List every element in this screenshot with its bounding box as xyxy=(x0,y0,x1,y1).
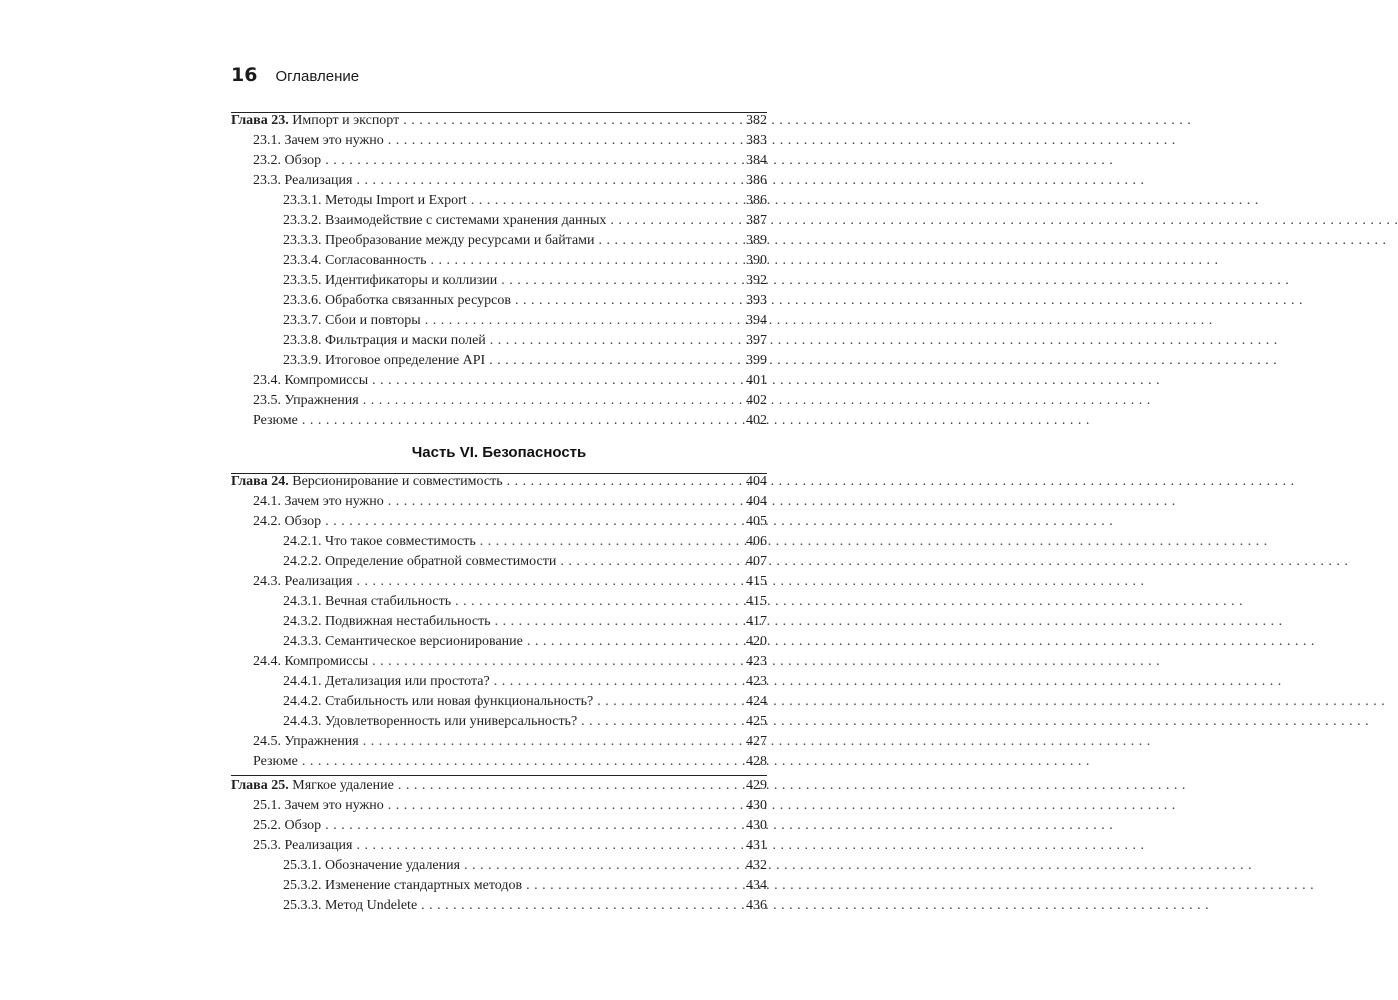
entry-title: 23.2. Обзор xyxy=(253,153,322,168)
dot-leader xyxy=(421,898,739,914)
dot-leader xyxy=(581,714,739,730)
toc-entry-subsection xyxy=(231,634,767,654)
entry-title: 23.3.8. Фильтрация и маски полей xyxy=(283,333,486,348)
entry-page: 430 xyxy=(746,798,767,813)
entry-page: 387 xyxy=(746,213,767,228)
entry-title: 25.3.2. Изменение стандартных методов xyxy=(283,878,523,893)
dot-leader xyxy=(507,474,739,490)
entry-page: 427 xyxy=(746,734,767,749)
toc-entry-section xyxy=(231,173,767,193)
toc-entry-section xyxy=(231,133,767,153)
entry-title: 24.3.2. Подвижная нестабильность xyxy=(283,614,491,629)
entry-title: 24.3.1. Вечная стабильность xyxy=(283,594,452,609)
entry-title: 24.1. Зачем это нужно xyxy=(253,494,384,509)
entry-title: 24.3. Реализация xyxy=(253,574,353,589)
dot-leader xyxy=(515,293,739,309)
dot-leader xyxy=(464,858,739,874)
dot-leader xyxy=(610,213,739,229)
toc-entry-subsection xyxy=(231,674,767,694)
dot-leader xyxy=(480,534,739,550)
dot-leader xyxy=(356,838,739,854)
dot-leader xyxy=(471,193,739,209)
toc-entry-chapter xyxy=(231,474,767,494)
dot-leader xyxy=(302,754,739,770)
toc-entry-section xyxy=(231,494,767,514)
entry-page: 406 xyxy=(746,534,767,549)
entry-page: 425 xyxy=(746,714,767,729)
toc-entry-subsection xyxy=(231,614,767,634)
dot-leader xyxy=(560,554,739,570)
entry-page: 402 xyxy=(746,393,767,408)
toc-entry-section xyxy=(231,798,767,818)
dot-leader xyxy=(302,413,739,429)
entry-page: 404 xyxy=(746,494,767,509)
toc-entry-subsection xyxy=(231,213,767,233)
entry-title: 23.1. Зачем это нужно xyxy=(253,133,384,148)
entry-title: 23.4. Компромиссы xyxy=(253,373,369,388)
toc-entry-section xyxy=(231,654,767,674)
entry-page: 401 xyxy=(746,373,767,388)
dot-leader xyxy=(356,173,739,189)
entry-page: 394 xyxy=(746,313,767,328)
toc-entry-subsection xyxy=(231,594,767,614)
entry-title: 24.4.2. Стабильность или новая функциональность? xyxy=(283,694,594,709)
entry-page: 424 xyxy=(746,694,767,709)
entry-title: 25.3.3. Метод Undelete xyxy=(283,898,418,913)
entry-title: 24.5. Упражнения xyxy=(253,734,359,749)
dot-leader xyxy=(388,798,739,814)
entry-page: 386 xyxy=(746,173,767,188)
entry-title: Мягкое удаление xyxy=(292,778,394,793)
entry-page: 423 xyxy=(746,654,767,669)
toc-entry-chapter xyxy=(231,778,767,798)
toc-entry-section xyxy=(231,754,767,774)
entry-title: Импорт и экспорт xyxy=(292,113,400,128)
entry-page: 436 xyxy=(746,898,767,913)
toc-entry-subsection xyxy=(231,714,767,734)
entry-title: Версионирование и совместимость xyxy=(292,474,503,489)
entry-title: 23.3.4. Согласованность xyxy=(283,253,427,268)
entry-page: 382 xyxy=(746,113,767,128)
entry-page: 420 xyxy=(746,634,767,649)
entry-title: 23.3.6. Обработка связанных ресурсов xyxy=(283,293,511,308)
page-header xyxy=(231,64,359,88)
entry-title: 24.2. Обзор xyxy=(253,514,322,529)
toc-entry-section xyxy=(231,373,767,393)
toc-entry-section xyxy=(231,818,767,838)
chapter-label: Глава 24. xyxy=(231,474,289,489)
toc-entry-subsection xyxy=(231,293,767,313)
dot-leader xyxy=(597,694,739,710)
entry-title: 24.4.3. Удовлетворенность или универсальность? xyxy=(283,714,578,729)
entry-page: 389 xyxy=(746,233,767,248)
entry-page: 405 xyxy=(746,514,767,529)
dot-leader xyxy=(599,233,739,249)
entry-title: 24.4.1. Детализация или простота? xyxy=(283,674,490,689)
chapter-label: Глава 23. xyxy=(231,113,289,128)
entry-title: 25.3.1. Обозначение удаления xyxy=(283,858,461,873)
dot-leader xyxy=(372,373,739,389)
dot-leader xyxy=(425,313,739,329)
dot-leader xyxy=(356,574,739,590)
entry-title: 23.3.9. Итоговое определение API xyxy=(283,353,486,368)
toc-entry-subsection xyxy=(231,878,767,898)
toc-entry-subsection xyxy=(231,333,767,353)
dot-leader xyxy=(495,614,739,630)
dot-leader xyxy=(527,634,739,650)
toc-entry-subsection xyxy=(231,898,767,918)
toc-entry-subsection xyxy=(231,253,767,273)
toc-entry-section xyxy=(231,838,767,858)
toc-entry-section xyxy=(231,514,767,534)
entry-title: 23.3.3. Преобразование между ресурсами и байтами xyxy=(283,233,595,248)
page-number: 16 xyxy=(231,64,258,86)
entry-title: 24.3.3. Семантическое версионирование xyxy=(283,634,523,649)
entry-page: 429 xyxy=(746,778,767,793)
entry-page: 399 xyxy=(746,353,767,368)
entry-title: 23.3.1. Методы Import и Export xyxy=(283,193,467,208)
entry-page: 392 xyxy=(746,273,767,288)
dot-leader xyxy=(363,734,739,750)
toc-entry-section xyxy=(231,153,767,173)
entry-title: 23.3. Реализация xyxy=(253,173,353,188)
toc-entry-section xyxy=(231,413,767,433)
toc-entry-section xyxy=(231,734,767,754)
entry-title: 23.5. Упражнения xyxy=(253,393,359,408)
dot-leader xyxy=(325,153,739,169)
dot-leader xyxy=(490,333,739,349)
toc-entry-subsection xyxy=(231,353,767,373)
entry-title: 25.3. Реализация xyxy=(253,838,353,853)
entry-page: 393 xyxy=(746,293,767,308)
dot-leader xyxy=(363,393,739,409)
toc-entry-subsection xyxy=(231,313,767,333)
entry-title: 23.3.5. Идентификаторы и коллизии xyxy=(283,273,498,288)
entry-page: 415 xyxy=(746,574,767,589)
entry-title: Резюме xyxy=(253,754,298,769)
dot-leader xyxy=(372,654,739,670)
entry-page: 384 xyxy=(746,153,767,168)
toc-entry-subsection xyxy=(231,534,767,554)
dot-leader xyxy=(489,353,739,369)
entry-page: 434 xyxy=(746,878,767,893)
dot-leader xyxy=(388,133,739,149)
entry-title: 23.3.2. Взаимодействие с системами хранения данных xyxy=(283,213,607,228)
toc-entry-subsection xyxy=(231,233,767,253)
toc-entry-subsection xyxy=(231,273,767,293)
toc-entry-section xyxy=(231,393,767,413)
toc-entry-subsection xyxy=(231,694,767,714)
dot-leader xyxy=(325,818,739,834)
entry-title: 25.2. Обзор xyxy=(253,818,322,833)
entry-page: 423 xyxy=(746,674,767,689)
entry-page: 386 xyxy=(746,193,767,208)
entry-page: 390 xyxy=(746,253,767,268)
dot-leader xyxy=(388,494,739,510)
running-title: Оглавление xyxy=(275,68,360,85)
entry-page: 397 xyxy=(746,333,767,348)
entry-page: 432 xyxy=(746,858,767,873)
dot-leader xyxy=(494,674,739,690)
entry-title: 24.2.1. Что такое совместимость xyxy=(283,534,476,549)
entry-page: 417 xyxy=(746,614,767,629)
entry-page: 402 xyxy=(746,413,767,428)
entry-page: 415 xyxy=(746,594,767,609)
entry-page: 404 xyxy=(746,474,767,489)
toc-entry-section xyxy=(231,574,767,594)
entry-title: 25.1. Зачем это нужно xyxy=(253,798,384,813)
toc-entry-subsection xyxy=(231,193,767,213)
entry-page: 431 xyxy=(746,838,767,853)
entry-title: Резюме xyxy=(253,413,298,428)
dot-leader xyxy=(325,514,739,530)
dot-leader xyxy=(455,594,739,610)
dot-leader xyxy=(526,878,739,894)
entry-title: 24.2.2. Определение обратной совместимости xyxy=(283,554,557,569)
toc-entry-subsection xyxy=(231,554,767,574)
dot-leader xyxy=(501,273,739,289)
toc-entry-subsection xyxy=(231,858,767,878)
part-heading: Часть VI. Безопасность xyxy=(411,444,587,461)
entry-page: 428 xyxy=(746,754,767,769)
dot-leader xyxy=(398,778,739,794)
dot-leader xyxy=(430,253,739,269)
chapter-label: Глава 25. xyxy=(231,778,289,793)
entry-page: 430 xyxy=(746,818,767,833)
dot-leader xyxy=(403,113,739,129)
toc-entry-chapter xyxy=(231,113,767,133)
entry-page: 383 xyxy=(746,133,767,148)
section-divider xyxy=(231,775,767,776)
entry-page: 407 xyxy=(746,554,767,569)
entry-title: 24.4. Компромиссы xyxy=(253,654,369,669)
entry-title: 23.3.7. Сбои и повторы xyxy=(283,313,421,328)
